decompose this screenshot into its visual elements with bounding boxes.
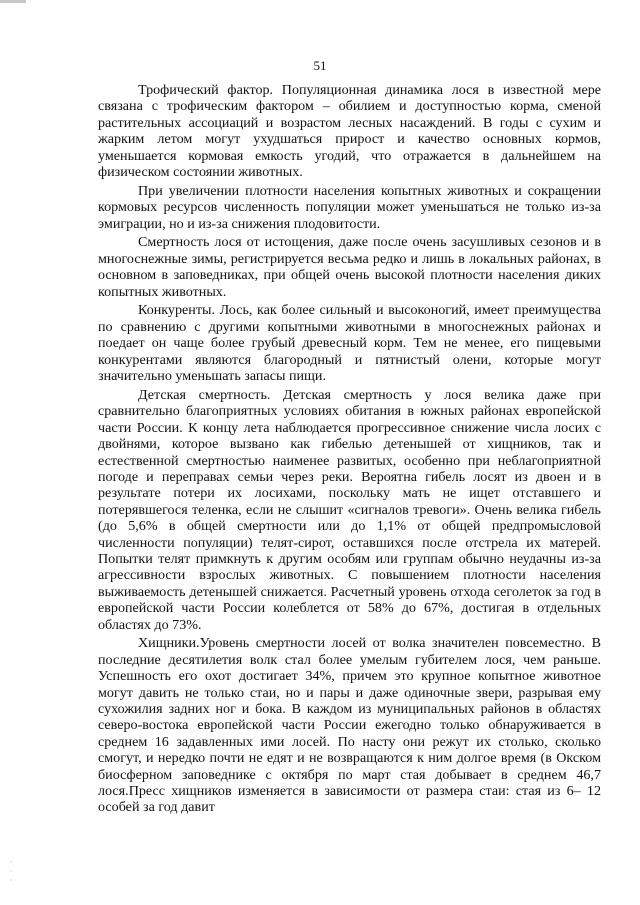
body-text xyxy=(98,82,601,818)
paragraph-competitors: Конкуренты. Лось, как более сильный и высоконогий, имеет преимущества по сравнению с другими копытными животными в многоснежных районах и поедает он чаще более грубый древесный корм. Тем не менее, его пищевыми конкурентами являются благородный и пятнистый олени, которые могут значительно уменьшать запасы пищи. xyxy=(98,302,601,385)
paragraph-predators: Хищники.Уровень смертности лосей от волка значителен повсеместно. В последние десятилетия волк стал более умелым губителем лося, чем раньше. Успешность его охот достигает 34%, причем это крупное копытное животное могут давить не только стаи, но и пары и даже одиночные звери, разрывая ему сухожилия задних ног и бока. В каждом из муниципальных районов в областях северо-востока европейской части России ежегодно только обнаруживается в среднем 16 задавленных ими лосей. По насту они режут их столько, сколько смогут, и нередко почти не едят и не возвращаются к ним долгое время (в Окском биосферном заповеднике с октября по март стая добывает в среднем 46,7 лося.Пресс хищников изменяется в зависимости от размера стаи: стая из 6– 12 особей за год давит xyxy=(98,635,601,816)
paragraph-trophic-factor: Трофический фактор. Популяционная динамика лося в известной мере связана с трофическим фактором – обилием и доступностью корма, сменой растительных ассоциаций и возрастом лесных насаждений. В годы с сухим и жарким летом могут ухудшаться прирост и качество основных кормов, уменьшается кормовая емкость угодий, что отражается в дальнейшем на физическом состоянии животных. xyxy=(98,82,601,181)
page-number: 51 xyxy=(313,58,327,73)
paragraph-density: При увеличении плотности населения копытных животных и сокращении кормовых ресурсов численность популяции может уменьшаться не только из-за эмиграции, но и из-за снижения плодовитости. xyxy=(98,182,601,232)
paragraph-calf-mortality: Детская смертность. Детская смертность у лося велика даже при сравнительно благоприятных условиях обитания в южных районах европейской части России. К концу лета наблюдается прогрессивное снижение числа лосих с двойнями, которое вызвано как гибелью детенышей от хищников, так и естественной смертностью наименее развитых, особенно при неблагоприятной погоде и переправах семьи через реки. Вероятна гибель лосят из двоен и в результате потери их лосихами, поскольку мать не ищет отставшего и потерявшегося теленка, если не слышит «сигналов тревоги». Очень велика гибель (до 5,6% в общей смертности или до 1,1% от общей предпромысловой численности популяции) телят-сирот, оставшихся после отстрела их матерей. Попытки телят примкнуть к другим особям или группам обычно неудачны из-за агрессивности взрослых животных. С повышением плотности населения выживаемость детенышей снижается. Расчетный уровень отхода сеголеток за год в европейской части России колеблется от 58% до 67%, достигая в отдельных областях до 73%. xyxy=(98,386,601,633)
paragraph-starvation-mortality: Смертность лося от истощения, даже после очень засушливых сезонов и в многоснежные зимы, регистрируется весьма редко и лишь в локальных районах, в основном в заповедниках, при общей очень высокой плотности населения диких копытных животных. xyxy=(98,234,601,300)
scan-corner-mark xyxy=(0,0,26,3)
scan-edge-marks: · · · xyxy=(10,858,13,885)
